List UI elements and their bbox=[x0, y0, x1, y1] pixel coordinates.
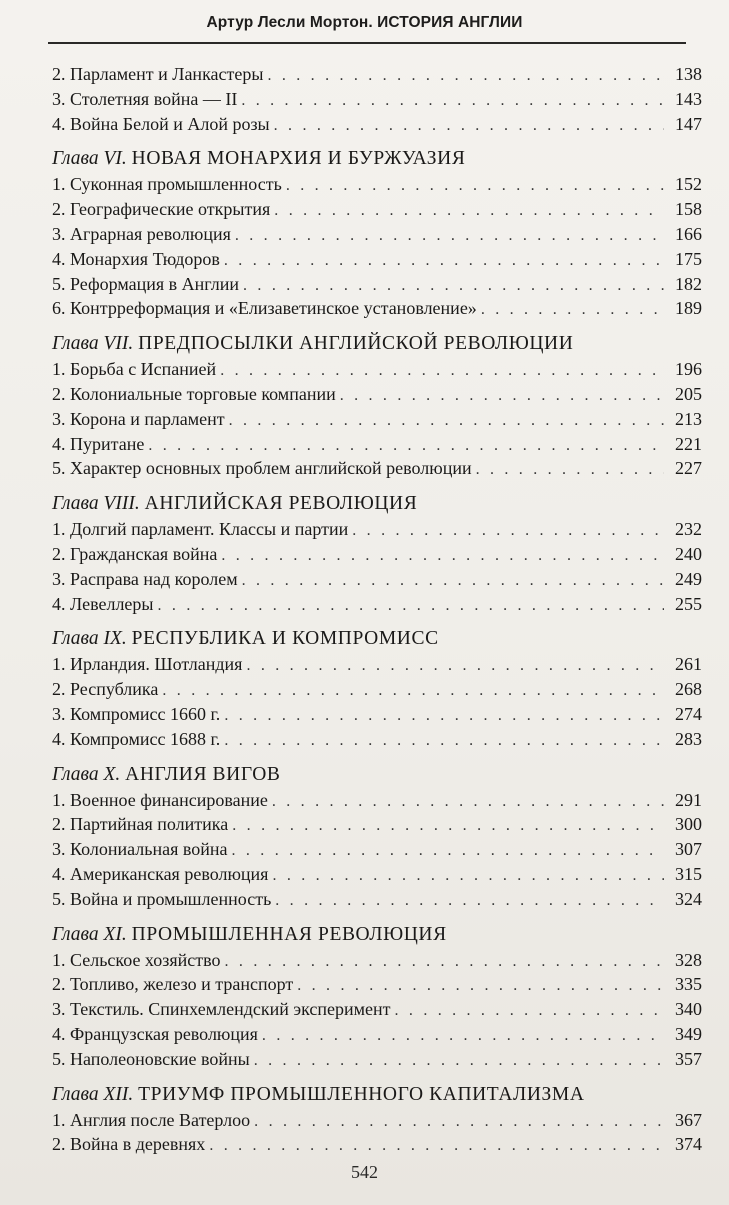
entry-page-number: 182 bbox=[675, 273, 702, 294]
toc-entry bbox=[52, 727, 702, 752]
entry-page-number: 255 bbox=[675, 593, 702, 614]
toc-entry bbox=[52, 677, 702, 702]
entry-title: 4. Пуритане bbox=[52, 433, 145, 454]
chapter-title: ПРОМЫШЛЕННАЯ РЕВОЛЮЦИЯ bbox=[131, 923, 447, 945]
toc-chapter bbox=[52, 625, 702, 751]
dot-leader bbox=[250, 1049, 664, 1074]
entry-title: 3. Корона и парламент bbox=[52, 408, 225, 429]
toc-entry bbox=[52, 1022, 702, 1047]
dot-leader bbox=[336, 384, 664, 409]
chapter-title: ПРЕДПОСЫЛКИ АНГЛИЙСКОЙ РЕВОЛЮЦИИ bbox=[138, 333, 574, 355]
dot-leader bbox=[391, 999, 664, 1024]
entry-page-number: 315 bbox=[675, 863, 702, 884]
toc-entry bbox=[52, 652, 702, 677]
entry-title: 4. Левеллеры bbox=[52, 593, 154, 614]
entry-page-number: 340 bbox=[675, 999, 702, 1020]
toc-entry bbox=[52, 862, 702, 887]
chapter-heading bbox=[52, 625, 702, 652]
entry-page-number: 268 bbox=[675, 679, 702, 700]
entry-page-number: 205 bbox=[675, 383, 702, 404]
toc-entry bbox=[52, 357, 702, 382]
entry-title: 1. Борьба с Испанией bbox=[52, 359, 217, 380]
entry-title: 5. Война и промышленность bbox=[52, 888, 272, 909]
dot-leader bbox=[225, 409, 664, 434]
entry-title: 5. Характер основных проблем английской революции bbox=[52, 458, 472, 479]
entry-page-number: 158 bbox=[675, 199, 702, 220]
entry-title: 1. Сельское хозяйство bbox=[52, 949, 221, 970]
toc-entry bbox=[52, 382, 702, 407]
chapter-heading bbox=[52, 490, 702, 517]
dot-leader bbox=[237, 89, 664, 114]
toc-entry bbox=[52, 456, 702, 481]
dot-leader bbox=[472, 458, 664, 483]
entry-title: 3. Текстиль. Спинхемлендский эксперимент bbox=[52, 999, 391, 1020]
entry-page-number: 307 bbox=[675, 839, 702, 860]
entry-title: 3. Аграрная революция bbox=[52, 223, 231, 244]
entry-page-number: 196 bbox=[675, 359, 702, 380]
dot-leader bbox=[220, 249, 664, 274]
toc-entry bbox=[52, 517, 702, 542]
dot-leader bbox=[238, 569, 664, 594]
entry-title: 3. Расправа над королем bbox=[52, 568, 238, 589]
dot-leader bbox=[270, 114, 664, 139]
entry-title: 2. Партийная политика bbox=[52, 814, 229, 835]
toc-entry bbox=[52, 407, 702, 432]
entry-title: 6. Контрреформация и «Елизаветинское установление» bbox=[52, 298, 477, 319]
toc-entry bbox=[52, 87, 702, 112]
toc-entry bbox=[52, 1132, 702, 1157]
dot-leader bbox=[231, 224, 664, 249]
entry-title: 2. Гражданская война bbox=[52, 543, 218, 564]
entry-page-number: 249 bbox=[675, 568, 702, 589]
dot-leader bbox=[477, 298, 664, 323]
entry-page-number: 261 bbox=[675, 654, 702, 675]
chapter-heading bbox=[52, 330, 702, 357]
toc-entry bbox=[52, 788, 702, 813]
toc-entry bbox=[52, 296, 702, 321]
toc-entry bbox=[52, 1047, 702, 1072]
chapter-label: Глава XII. bbox=[52, 1083, 134, 1105]
entry-title: 3. Компромисс 1660 г. bbox=[52, 703, 221, 724]
chapter-title: АНГЛИЯ ВИГОВ bbox=[125, 763, 281, 785]
toc-entry bbox=[52, 567, 702, 592]
entry-title: 2. Географические открытия bbox=[52, 199, 271, 220]
toc-entry bbox=[52, 247, 702, 272]
entry-page-number: 328 bbox=[675, 949, 702, 970]
entry-title: 1. Ирландия. Шотландия bbox=[52, 654, 243, 675]
dot-leader bbox=[239, 274, 664, 299]
dot-leader bbox=[144, 434, 664, 459]
dot-leader bbox=[282, 174, 664, 199]
toc-chapter bbox=[52, 1081, 702, 1158]
header-rule bbox=[48, 42, 686, 44]
dot-leader bbox=[258, 1024, 664, 1049]
dot-leader bbox=[242, 654, 664, 679]
dot-leader bbox=[348, 519, 664, 544]
dot-leader bbox=[205, 1134, 664, 1159]
entry-page-number: 227 bbox=[675, 458, 702, 479]
entry-page-number: 283 bbox=[675, 728, 702, 749]
dot-leader bbox=[158, 679, 664, 704]
toc-chapter bbox=[52, 62, 702, 136]
running-head: Артур Лесли Мортон. ИСТОРИЯ АНГЛИИ bbox=[206, 14, 523, 31]
toc-entry bbox=[52, 1108, 702, 1133]
entry-title: 5. Реформация в Англии bbox=[52, 273, 240, 294]
entry-title: 2. Республика bbox=[52, 679, 159, 700]
entry-page-number: 357 bbox=[675, 1048, 702, 1069]
toc-entry bbox=[52, 112, 702, 137]
toc-entry bbox=[52, 62, 702, 87]
entry-title: 2. Война в деревнях bbox=[52, 1134, 206, 1155]
dot-leader bbox=[263, 64, 664, 89]
dot-leader bbox=[228, 814, 664, 839]
entry-title: 1. Англия после Ватерлоо bbox=[52, 1109, 251, 1130]
entry-page-number: 213 bbox=[675, 408, 702, 429]
entry-title: 4. Французская революция bbox=[52, 1023, 258, 1044]
entry-title: 2. Колониальные торговые компании bbox=[52, 383, 336, 404]
dot-leader bbox=[270, 199, 664, 224]
entry-page-number: 349 bbox=[675, 1023, 702, 1044]
entry-title: 2. Топливо, железо и транспорт bbox=[52, 974, 294, 995]
chapter-heading bbox=[52, 1081, 702, 1108]
entry-page-number: 232 bbox=[675, 519, 702, 540]
chapter-title: ТРИУМФ ПРОМЫШЛЕННОГО КАПИТАЛИЗМА bbox=[138, 1083, 585, 1105]
entry-page-number: 189 bbox=[675, 298, 702, 319]
dot-leader bbox=[271, 889, 664, 914]
dot-leader bbox=[220, 729, 664, 754]
entry-title: 4. Война Белой и Алой розы bbox=[52, 113, 270, 134]
toc-entry bbox=[52, 432, 702, 457]
entry-page-number: 300 bbox=[675, 814, 702, 835]
entry-page-number: 274 bbox=[675, 703, 702, 724]
toc-entry bbox=[52, 197, 702, 222]
chapter-title: РЕСПУБЛИКА И КОМПРОМИСС bbox=[131, 628, 439, 650]
toc-chapter bbox=[52, 921, 702, 1072]
dot-leader bbox=[268, 864, 664, 889]
toc-entry bbox=[52, 592, 702, 617]
entry-title: 1. Долгий парламент. Классы и партии bbox=[52, 519, 349, 540]
dot-leader bbox=[221, 950, 664, 975]
toc-entry bbox=[52, 972, 702, 997]
entry-page-number: 324 bbox=[675, 888, 702, 909]
toc-entry bbox=[52, 222, 702, 247]
chapter-heading bbox=[52, 145, 702, 172]
entry-title: 2. Парламент и Ланкастеры bbox=[52, 64, 264, 84]
entry-title: 3. Столетняя война — II bbox=[52, 88, 238, 109]
dot-leader bbox=[293, 974, 664, 999]
chapter-label: Глава X. bbox=[52, 763, 121, 785]
dot-leader bbox=[217, 544, 664, 569]
entry-page-number: 166 bbox=[675, 223, 702, 244]
entry-title: 5. Наполеоновские войны bbox=[52, 1048, 250, 1069]
entry-page-number: 143 bbox=[675, 88, 702, 109]
toc-chapter bbox=[52, 145, 702, 321]
chapter-label: Глава VII. bbox=[52, 333, 134, 355]
entry-page-number: 221 bbox=[675, 433, 702, 454]
dot-leader bbox=[268, 790, 664, 815]
toc-entry bbox=[52, 812, 702, 837]
chapter-title: НОВАЯ МОНАРХИЯ И БУРЖУАЗИЯ bbox=[131, 148, 466, 170]
toc-chapter bbox=[52, 330, 702, 481]
entry-page-number: 374 bbox=[675, 1134, 702, 1155]
entry-page-number: 291 bbox=[675, 789, 702, 810]
entry-page-number: 175 bbox=[675, 248, 702, 269]
entry-title: 4. Компромисс 1688 г. bbox=[52, 728, 221, 749]
chapter-label: Глава VIII. bbox=[52, 493, 140, 515]
chapter-heading bbox=[52, 761, 702, 788]
toc-entry bbox=[52, 837, 702, 862]
entry-title: 3. Колониальная война bbox=[52, 839, 228, 860]
entry-page-number: 367 bbox=[675, 1109, 702, 1130]
entry-title: 1. Суконная промышленность bbox=[52, 174, 282, 195]
toc-entry bbox=[52, 702, 702, 727]
toc-entry bbox=[52, 272, 702, 297]
table-of-contents bbox=[52, 62, 702, 1166]
entry-title: 4. Американская революция bbox=[52, 863, 269, 884]
entry-page-number: 152 bbox=[675, 174, 702, 195]
chapter-label: Глава IX. bbox=[52, 628, 127, 650]
toc-entry bbox=[52, 887, 702, 912]
toc-entry bbox=[52, 948, 702, 973]
toc-entry bbox=[52, 542, 702, 567]
toc-entry bbox=[52, 172, 702, 197]
entry-title: 1. Военное финансирование bbox=[52, 789, 268, 810]
dot-leader bbox=[216, 359, 664, 384]
dot-leader bbox=[220, 704, 664, 729]
dot-leader bbox=[228, 839, 665, 864]
dot-leader bbox=[154, 594, 664, 619]
chapter-title: АНГЛИЙСКАЯ РЕВОЛЮЦИЯ bbox=[144, 493, 418, 515]
entry-page-number: 147 bbox=[675, 113, 702, 134]
entry-page-number: 138 bbox=[675, 64, 702, 84]
entry-page-number: 240 bbox=[675, 543, 702, 564]
toc-entry bbox=[52, 997, 702, 1022]
entry-page-number: 335 bbox=[675, 974, 702, 995]
page-number: 542 bbox=[351, 1162, 378, 1182]
chapter-label: Глава XI. bbox=[52, 923, 127, 945]
chapter-label: Глава VI. bbox=[52, 148, 127, 170]
toc-chapter bbox=[52, 761, 702, 912]
chapter-heading bbox=[52, 921, 702, 948]
toc-chapter bbox=[52, 490, 702, 616]
dot-leader bbox=[250, 1110, 664, 1135]
entry-title: 4. Монархия Тюдоров bbox=[52, 248, 220, 269]
